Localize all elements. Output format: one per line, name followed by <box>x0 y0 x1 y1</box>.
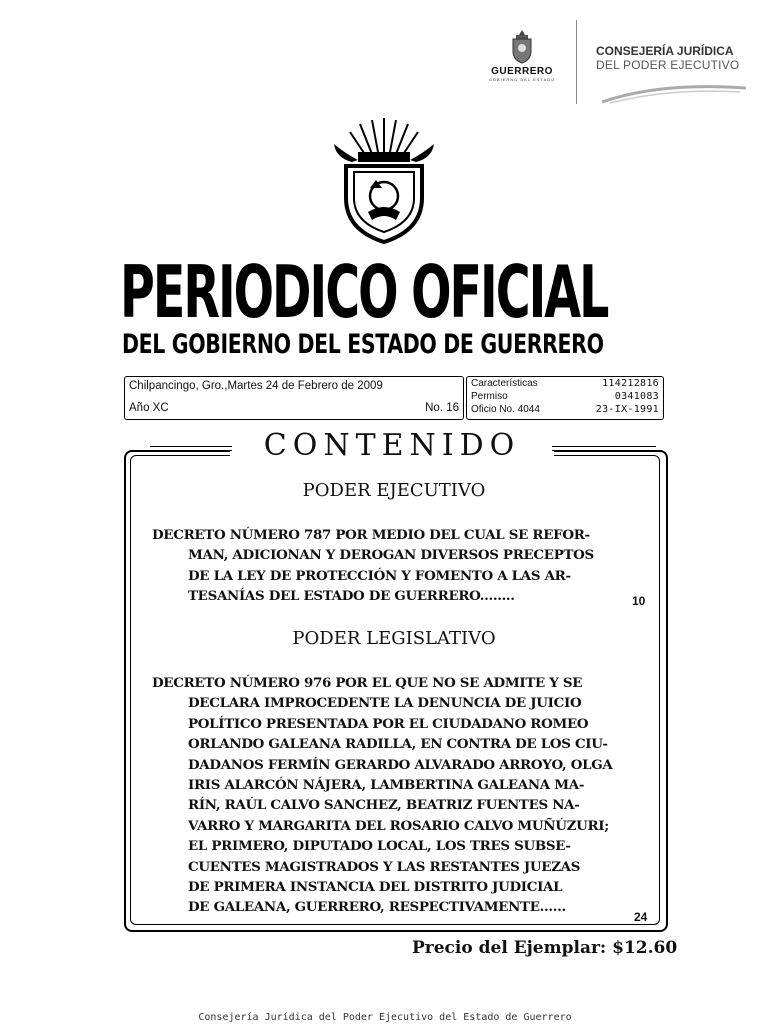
caracteristicas-value: 114212816 <box>602 378 659 389</box>
swoosh-icon <box>600 78 748 106</box>
entry-line: DADANOS FERMÍN GERARDO ALVARADO ARROYO, OLGA <box>188 756 613 773</box>
section-title-legislativo: PODER LEGISLATIVO <box>292 628 496 649</box>
year-label: Año XC <box>129 402 169 414</box>
heading-rule-left <box>150 446 232 451</box>
entry-line: DE GALEANA, GUERRERO, RESPECTIVAMENTE...... <box>188 899 566 916</box>
page-number: 10 <box>632 594 646 608</box>
entry-line: DE PRIMERA INSTANCIA DEL DISTRITO JUDICIAL <box>188 879 563 896</box>
price-label: Precio del Ejemplar: $12.60 <box>412 938 678 958</box>
entry-line: DECRETO NÚMERO 976 POR EL QUE NO SE ADMITE Y SE <box>152 675 583 691</box>
masthead-subtitle: DEL GOBIERNO DEL ESTADO DE GUERRERO <box>122 329 604 360</box>
oficio-value: 23-IX-1991 <box>595 404 659 415</box>
caracteristicas-label: Características <box>471 378 538 389</box>
header-divider <box>576 20 577 104</box>
entry-line: TESANÍAS DEL ESTADO DE GUERRERO........ <box>188 588 515 605</box>
entry-line: DE LA LEY DE PROTECCIÓN Y FOMENTO A LAS AR- <box>188 567 571 584</box>
entry-line: IRIS ALARCÓN NÁJERA, LAMBERTINA GALEANA MA- <box>188 777 585 794</box>
page-number: 24 <box>634 910 648 924</box>
consejeria-title: CONSEJERÍA JURÍDICA <box>596 44 734 58</box>
section-title-ejecutivo: PODER EJECUTIVO <box>302 480 486 501</box>
entry-line: RÍN, RAÚL CALVO SANCHEZ, BEATRIZ FUENTES NA- <box>188 797 580 814</box>
guerrero-logo-text: GUERRERO <box>491 66 553 77</box>
entry-line: DECLARA IMPROCEDENTE LA DENUNCIA DE JUICIO <box>188 695 582 712</box>
entry-line: ORLANDO GALEANA RADILLA, EN CONTRA DE LOS CIU- <box>188 736 608 753</box>
permiso-value: 0341083 <box>614 391 659 402</box>
contents-heading: CONTENIDO <box>263 428 521 463</box>
coat-of-arms-icon <box>328 114 440 246</box>
issue-number: No. 16 <box>425 402 459 414</box>
registration-info-box <box>466 376 664 420</box>
masthead-title: PERIODICO OFICIAL <box>120 250 608 334</box>
entry-line: CUENTES MAGISTRADOS Y LAS RESTANTES JUEZAS <box>188 858 581 875</box>
permiso-label: Permiso <box>471 391 508 402</box>
entry-line: POLÍTICO PRESENTADA POR EL CIUDADANO ROMEO <box>188 715 589 732</box>
entry-line: DECRETO NÚMERO 787 POR MEDIO DEL CUAL SE REFOR- <box>152 527 590 543</box>
contents-entry <box>152 525 594 607</box>
contents-entry <box>152 673 613 918</box>
place-date: Chilpancingo, Gro.,Martes 24 de Febrero de 2009 <box>129 380 383 392</box>
consejeria-subtitle: DEL PODER EJECUTIVO <box>596 58 740 72</box>
heading-rule-right <box>552 446 656 451</box>
entry-line: EL PRIMERO, DIPUTADO LOCAL, LOS TRES SUBSE- <box>188 838 571 855</box>
page-footer: Consejería Jurídica del Poder Ejecutivo del Estado de Guerrero <box>198 1012 572 1023</box>
entry-line: VARRO Y MARGARITA DEL ROSARIO CALVO MUÑÚZURI; <box>188 817 609 834</box>
guerrero-state-logo <box>486 28 558 88</box>
issue-info-box <box>124 376 464 420</box>
state-crest-icon <box>508 28 536 64</box>
entry-line: MAN, ADICIONAN Y DEROGAN DIVERSOS PRECEPTOS <box>188 547 594 564</box>
oficio-label: Oficio No. 4044 <box>471 404 540 415</box>
guerrero-logo-subtext: GOBIERNO DEL ESTADO <box>488 77 556 82</box>
